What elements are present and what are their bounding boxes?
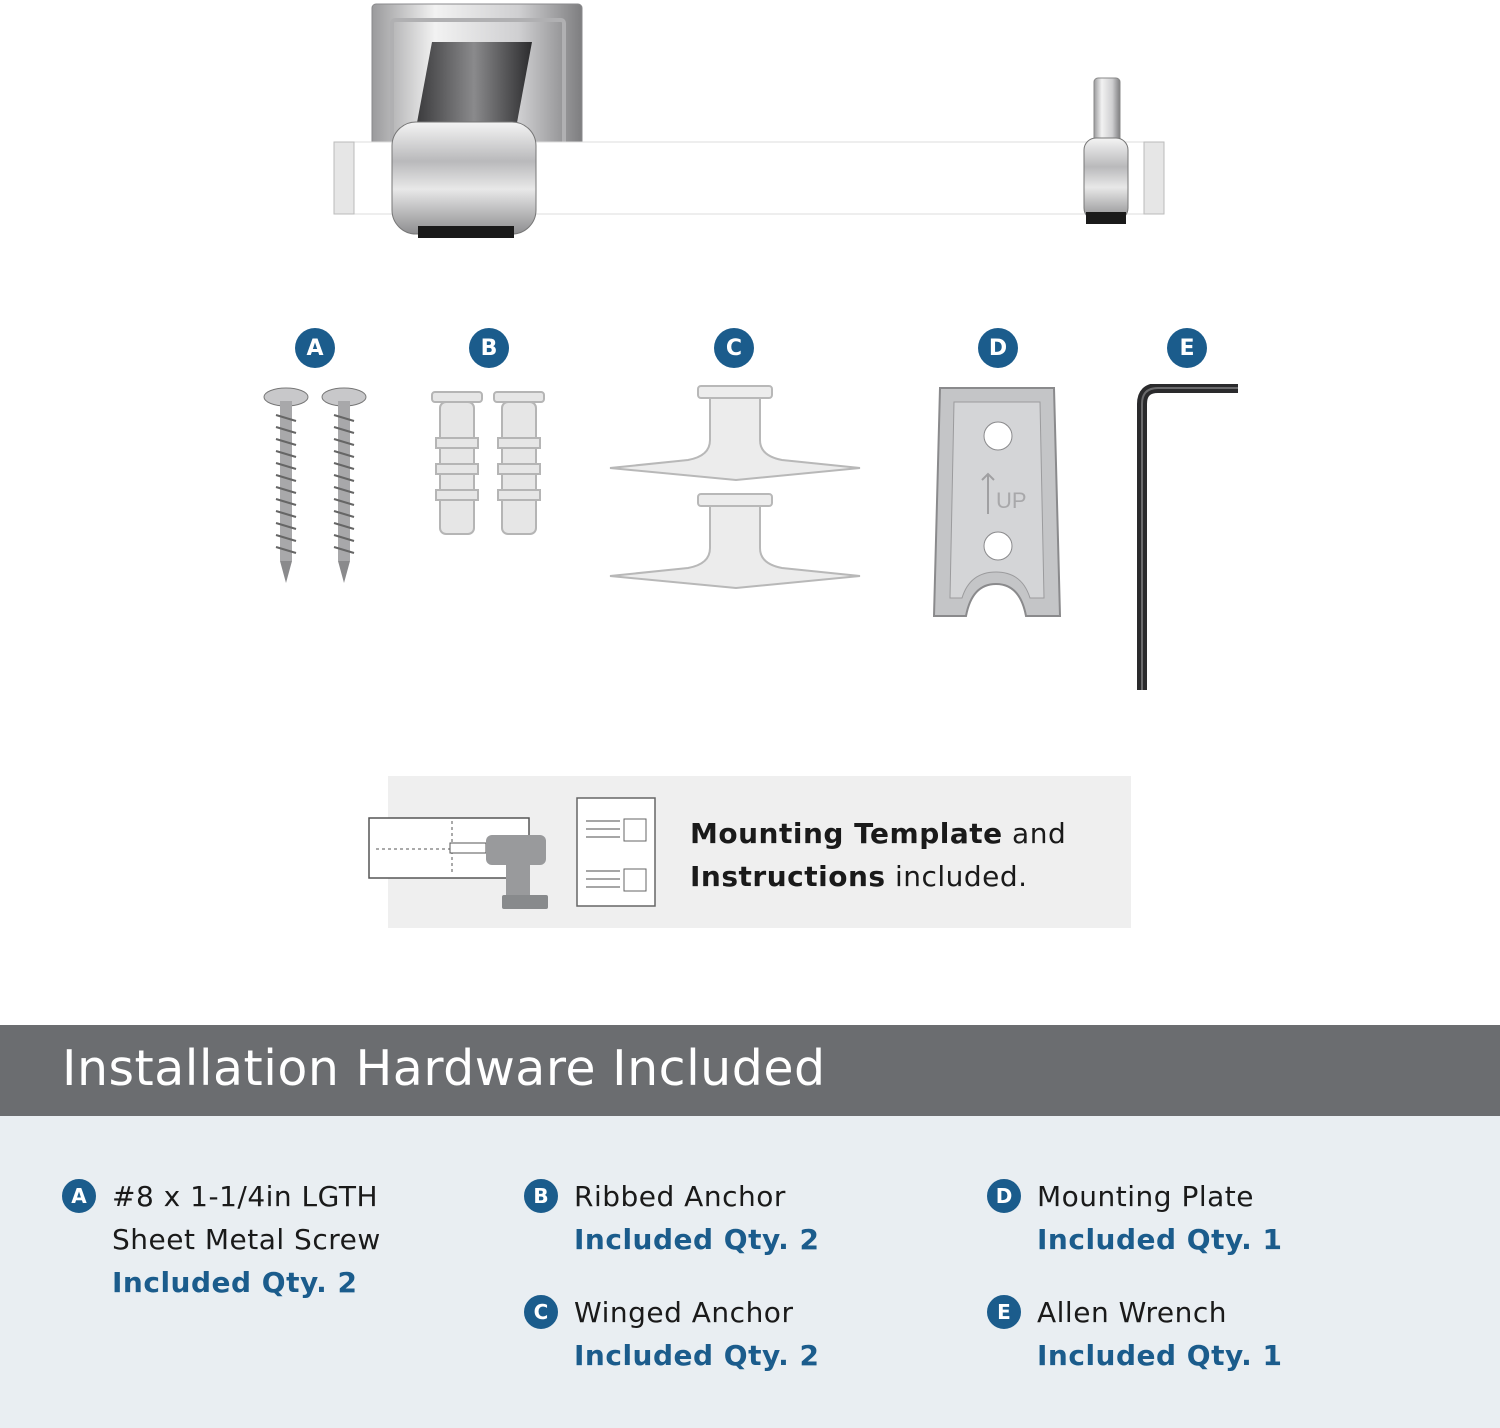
screws-image [260, 385, 370, 585]
item-badge-b: B [522, 1177, 560, 1215]
winged-anchors-image [606, 384, 864, 590]
template-text-2: included. [885, 860, 1028, 893]
item-badge-e: E [985, 1293, 1023, 1331]
mounting-plate-image [930, 384, 1064, 622]
item-e-line1: Allen Wrench [1037, 1296, 1228, 1329]
plate-up-mark: UP [996, 488, 1027, 513]
item-d-line1: Mounting Plate [1037, 1180, 1254, 1213]
part-badge-a: A [295, 328, 335, 368]
item-c-qty: Included Qty. 2 [574, 1339, 820, 1372]
item-badge-d: D [985, 1177, 1023, 1215]
item-a-line1: #8 x 1-1/4in LGTH [112, 1180, 379, 1213]
template-bold-1: Mounting Template [690, 817, 1003, 850]
item-d-qty: Included Qty. 1 [1037, 1223, 1283, 1256]
section-title: Installation Hardware Included [62, 1040, 826, 1097]
part-badge-e: E [1167, 328, 1207, 368]
hardware-item-b [574, 1175, 820, 1261]
drill-template-icon [368, 815, 550, 911]
instructions-document-icon [576, 797, 658, 909]
hardware-item-e [1037, 1291, 1283, 1377]
template-text-1: and [1002, 817, 1067, 850]
item-a-qty: Included Qty. 2 [112, 1266, 358, 1299]
toilet-paper-holder-image [320, 0, 1180, 250]
part-badge-c: C [714, 328, 754, 368]
template-bold-2: Instructions [690, 860, 886, 893]
allen-wrench-image [1130, 384, 1246, 694]
hardware-item-a [112, 1175, 381, 1304]
item-b-qty: Included Qty. 2 [574, 1223, 820, 1256]
hardware-item-c [574, 1291, 820, 1377]
item-badge-a: A [60, 1177, 98, 1215]
item-a-line2: Sheet Metal Screw [112, 1223, 381, 1256]
hardware-item-d [1037, 1175, 1283, 1261]
item-c-line1: Winged Anchor [574, 1296, 794, 1329]
part-badge-b: B [469, 328, 509, 368]
item-e-qty: Included Qty. 1 [1037, 1339, 1283, 1372]
part-badge-d: D [978, 328, 1018, 368]
ribbed-anchors-image [428, 388, 550, 540]
item-b-line1: Ribbed Anchor [574, 1180, 786, 1213]
item-badge-c: C [522, 1293, 560, 1331]
template-note [690, 812, 1120, 898]
